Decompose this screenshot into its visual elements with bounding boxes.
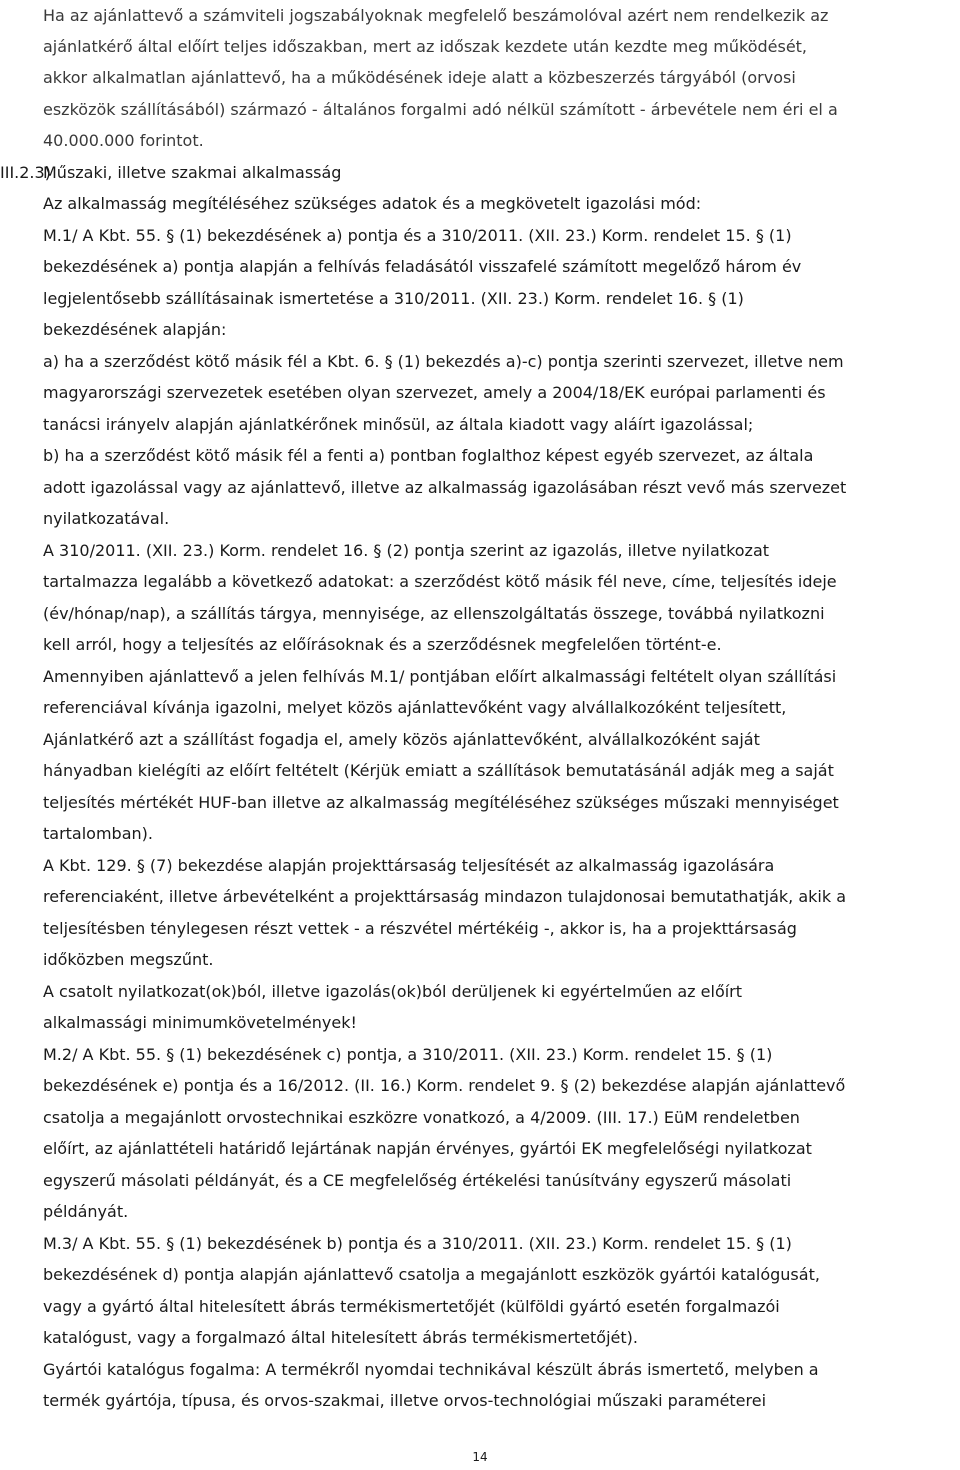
text-line: magyarországi szervezetek esetében olyan szervezet, amely a 2004/18/EK európai parlamenti és [43,383,826,402]
text-line: példányát. [43,1202,129,1221]
text-line: Ha az ajánlattevő a számviteli jogszabályoknak megfelelő beszámolóval azért nem rendelkezik az [43,6,829,25]
text-line: referenciaként, illetve árbevételként a projekttársaság mindazon tulajdonosai bemutathatják, akik a [43,887,847,906]
text-line: tartalmazza legalább a következő adatokat: a szerződést kötő másik fél neve, címe, teljesítés ideje [43,572,837,591]
text-line: Ajánlatkérő azt a szállítást fogadja el, amely közös ajánlattevőként, alvállalkozóként saját [43,729,760,749]
text-line: legjelentősebb szállításainak ismertetése a 310/2011. (XII. 23.) Korm. rendelet 16. § (1) [43,288,744,308]
text-line: bekezdésének e) pontja és a 16/2012. (II. 16.) Korm. rendelet 9. § (2) bekezdése alapján ajánlattevő [43,1076,846,1095]
text-line: Az alkalmasság megítéléséhez szükséges adatok és a megkövetelt igazolási mód: [43,194,702,213]
text-line: alkalmassági minimumkövetelmények! [43,1013,357,1032]
text-line: csatolja a megajánlott orvostechnikai eszközre vonatkozó, a 4/2009. (III. 17.) EüM rendeletben [43,1107,800,1127]
text-line: Amennyiben ajánlattevő a jelen felhívás M.1/ pontjában előírt alkalmassági feltételt olyan szállítási [43,666,837,686]
text-line: teljesítés mértékét HUF-ban illetve az alkalmasság megítéléséhez szükséges műszaki mennyiséget [43,792,839,812]
text-line: adott igazolással vagy az ajánlattevő, illetve az alkalmasság igazolásában részt vevő más szervezet [43,477,847,497]
text-line: termék gyártója, típusa, és orvos-szakmai, illetve orvos-technológiai műszaki paraméterei [43,1391,767,1410]
text-line: (év/hónap/nap), a szállítás tárgya, mennyisége, az ellenszolgáltatás összege, továbbá nyilatkozni [43,603,825,623]
text-line: időközben megszűnt. [43,950,214,969]
text-line: A 310/2011. (XII. 23.) Korm. rendelet 16. § (2) pontja szerint az igazolás, illetve nyilatkozat [43,540,770,560]
text-line: vagy a gyártó által hitelesített ábrás termékismertetőjét (külföldi gyártó esetén forgalmazói [43,1296,780,1316]
text-line: katalógust, vagy a forgalmazó által hitelesített ábrás termékismertetőjét). [43,1328,638,1347]
text-line: egyszerű másolati példányát, és a CE megfelelőség értékelési tanúsítvány egyszerű másolati [43,1170,792,1190]
text-line: teljesítésben ténylegesen részt vettek - a részvétel mértékéig -, akkor is, ha a projekttársaság [43,918,797,938]
text-line: M.1/ A Kbt. 55. § (1) bekezdésének a) pontja és a 310/2011. (XII. 23.) Korm. rendelet 15. § (1) [43,225,792,245]
text-line: a) ha a szerződést kötő másik fél a Kbt. 6. § (1) bekezdés a)-c) pontja szerinti szervezet, illetve nem [43,351,844,371]
page-number: 14 [472,1450,488,1464]
text-line: bekezdésének alapján: [43,320,227,339]
text-line: A Kbt. 129. § (7) bekezdése alapján projekttársaság teljesítését az alkalmasság igazolására [43,855,775,875]
text-line: hányadban kielégíti az előírt feltételt (Kérjük emiatt a szállítások bemutatásánál adják meg a saját [43,761,834,780]
text-line: akkor alkalmatlan ajánlattevő, ha a működésének ideje alatt a közbeszerzés tárgyából (orvosi [43,68,796,88]
text-line: tanácsi irányelv alapján ajánlatkérőnek minősül, az általa kiadott vagy aláírt igazolással; [43,414,754,434]
text-line: előírt, az ajánlattételi határidő lejártának napján érvényes, gyártói EK megfelelőségi nyilatkozat [43,1139,812,1158]
text-line: bekezdésének a) pontja alapján a felhívás feladásától visszafelé számított megelőző három év [43,257,802,276]
text-line: A csatolt nyilatkozat(ok)ból, illetve igazolás(ok)ból derüljenek ki egyértelműen az előírt [43,981,743,1001]
text-line: M.3/ A Kbt. 55. § (1) bekezdésének b) pontja és a 310/2011. (XII. 23.) Korm. rendelet 15. § (1) [43,1233,792,1253]
text-line: bekezdésének d) pontja alapján ajánlattevő csatolja a megajánlott eszközök gyártói katalógusát, [43,1265,820,1284]
text-line: tartalomban). [43,824,153,843]
text-line: b) ha a szerződést kötő másik fél a fenti a) pontban foglalthoz képest egyéb szervezet, az általa [43,446,814,465]
section-body [43,188,953,1417]
text-line: 40.000.000 forintot. [43,130,204,150]
text-line: ajánlatkérő által előírt teljes időszakban, mert az időszak kezdete után kezdte meg működését, [43,37,808,57]
section-number: III.2.3) [0,163,51,182]
text-line: nyilatkozatával. [43,509,170,528]
intro-paragraph [43,0,948,156]
text-line: kell arról, hogy a teljesítés az előírásoknak és a szerződésnek megfelelően történt-e. [43,635,722,654]
text-line: Gyártói katalógus fogalma: A termékről nyomdai technikával készült ábrás ismertető, melyben a [43,1359,819,1379]
text-line: eszközök szállításából) származó - általános forgalmi adó nélkül számított - árbevétele nem éri el a [43,99,838,119]
text-line: referenciával kívánja igazolni, melyet közös ajánlattevőként vagy alvállalkozóként teljesített, [43,698,787,717]
section-title: Műszaki, illetve szakmai alkalmasság [43,163,342,182]
text-line: M.2/ A Kbt. 55. § (1) bekezdésének c) pontja, a 310/2011. (XII. 23.) Korm. rendelet 15. § (1) [43,1044,773,1064]
